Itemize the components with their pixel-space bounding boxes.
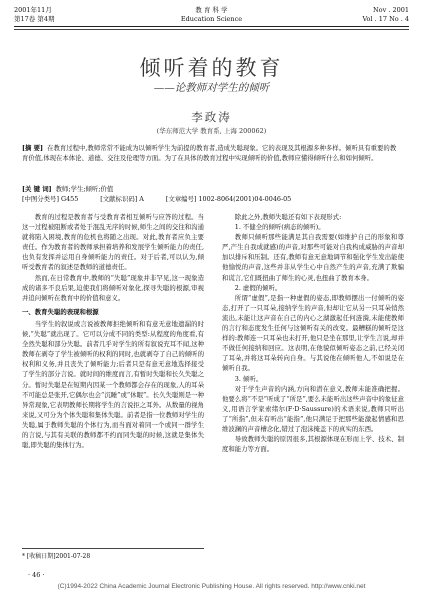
paragraph: 当学生的叙说或言说被教师拒绝倾听和有意无意地遗漏的时候,“失聪”就出现了。它可以分成不同的类型:从程度的角度看,有全然失聪和部分失聪。前者几乎对学生的所有叙说充耳不闻,这种教师在剥夺了学生被倾听的权利的同时,也就剥夺了自己的倾听的权利和义务,并且丧失了倾听能力;后者只是有意无意地选择接受了学生的部分言说。就时间的维度而言,有暂时失聪和长久失聪之分。暂时失聪是在短期内因某一个教师都会存在的现象,人的耳朵不可能总是张开,它偶尔也会“沉睡”或“休眠”。长久失聪则是一种异常现象,它表明教师长期将学生的言说拒之耳外。从数量的视角来说,又可分为个体失聪和集体失聪。前者是指一位教师对学生的失聪,属于教师失聪的个体行为,而当面对着同一个或同一群学生的言说,与其有关联的教师都不约而同失聪的时候,这就是集体失聪,即失聪的集体行为。 bbox=[22, 319, 204, 450]
journal-name-cn: 教 育 科 学 bbox=[195, 6, 228, 14]
body-column-right bbox=[222, 212, 404, 454]
paragraph: 然而,在日常教育中,教师的“失聪”现象并非罕见,这一现象造成的诸多不良后果,迫使我们将倾听对象化,探寻失聪的根源,审视并追问倾听在教育中的价值和意义。 bbox=[22, 273, 204, 302]
footnote: * [收稿日期]2001-07-28 bbox=[22, 548, 204, 561]
abstract-label: [摘 要] bbox=[22, 144, 44, 152]
document-code: [文献标识码] A bbox=[100, 195, 144, 203]
classification-row bbox=[22, 194, 401, 204]
list-item: 3. 倾听。 bbox=[234, 374, 263, 383]
paragraph: 所谓“虚假”,是指一种虚假的姿态,即教师摆出一付倾听的姿态,打开了一只耳朵,接纳学生的声音,但却让它从另一只耳朵悄然流出,未能让这声音在自己的内心之湖激起任何涟漪,未能使教师的言行和态度发生任何与这倾听有关的改变。最糟糕的倾听是这样的:教师连一只耳朵也未打开,他只是坐在那里,让学生言说,却并不做任何接纳和回应。这表明,在他貌似倾听姿态之前,已经关闭了耳朵,并将这耳朵转向自身。与其说他在倾听他人,不如说是在倾听自我。 bbox=[222, 293, 404, 373]
abstract-text: 在教育过程中,教师常常不能成为以倾听学生为前提的教育者,造成失聪现象。它的表现及其根源多种多样。倾听具有重要的教育价值,体现在本体论、道德、交往及伦理等方面。为了在具体的教育过程中实现倾听的价值,教师应懂得倾听什么和如何倾听。 bbox=[22, 144, 397, 163]
keywords-label: [关 键 词] bbox=[22, 185, 52, 193]
paper-title: 倾听着的教育 bbox=[139, 56, 284, 80]
paper-subtitle: ——论教师对学生的倾听 bbox=[153, 82, 270, 94]
header-rule bbox=[14, 26, 409, 27]
volume-en: Vol . 17 No . 4 bbox=[362, 15, 409, 23]
list-item: 1. 不健全的倾听(病态的倾听)。 bbox=[234, 223, 325, 232]
paragraph: 教育的过程是教育者与受教育者相互倾听与应答的过程。当这一过程被阻断或者处于混乱无序的时候,师生之间的交往和沟通就将陷入困境,教育的危机也将随之出现。对此,教育者应负主要责任。作为教育者的教师承担着培养和发展学生倾听能力的责任,也负有发挥并运用自身倾听能力的责任。对于后者,可以认为,倾听受教育者的叙述是教师的道德责任。 bbox=[22, 213, 204, 272]
keywords bbox=[22, 184, 401, 194]
paragraph: 教师只倾听那些能满足其自我需要(如维护自己的形象和尊严,产生自我成就感)的声音,对那些可能对自我构成威胁的声音却加以排斥和压制。还有,教师有意无意地调节和强化学生发出能使他愉悦的声音,这些并非从学生心中自然产生的声音,充满了欺骗和谎言,它们既扭曲了师生的心灵,也扭曲了教育本身。 bbox=[222, 233, 404, 282]
section-heading: 一、教育失聪的表现和根源 bbox=[22, 307, 99, 316]
keywords-text: 教师;学生;倾听;价值 bbox=[55, 185, 114, 193]
article-number: [文章编号] 1002-8064(2001)04-0046-05 bbox=[165, 195, 292, 203]
list-item: 2. 虚假的倾听。 bbox=[234, 283, 282, 292]
affiliation: (华东师范大学 教育系, 上海 200062) bbox=[156, 127, 267, 135]
header-center bbox=[14, 6, 409, 24]
paragraph: 除此之外,教师失聪还有如下表现形式: bbox=[234, 213, 342, 221]
running-header bbox=[14, 6, 409, 28]
copyright-line: (C)1994-2022 China Academic Journal Electronic Publishing House. All rights reserved. http://www.cnki.net bbox=[57, 583, 366, 590]
volume-cn: 第17卷 第4期 bbox=[14, 15, 55, 23]
paragraph: 导致教师失聪的原因很多,其根源体现在形而上学、技术、制度和能力等方面。 bbox=[222, 435, 404, 454]
header-rule-thin bbox=[14, 29, 409, 30]
body-column-left bbox=[22, 212, 204, 450]
header-right bbox=[362, 6, 409, 24]
abstract bbox=[22, 143, 401, 163]
page-number: · 46 · bbox=[28, 571, 45, 579]
author-name: 李政涛 bbox=[191, 110, 232, 124]
issue-date: 2001年11月 bbox=[14, 6, 52, 14]
journal-name-en: Education Science bbox=[180, 15, 243, 23]
paragraph: 对于学生声音的内涵,方向和潜在意义,教师未能准确把握。他要么将“不是”听成了“所是”,要么未能听出这些声音中的象征意义,用语言学家索绪尔(F·D·Saussure)的术语来说,教师只听出了“所指”,但未有听出“能指”,他只满足于把那些能激起情感和思维波澜的声音槽念化,错过了泡沫掩盖下的真实的东西。 bbox=[222, 384, 404, 433]
meta-block bbox=[22, 184, 401, 204]
issue-date-en: Nov . 2001 bbox=[372, 6, 409, 14]
clc-number: [中图分类号] G455 bbox=[22, 195, 79, 203]
